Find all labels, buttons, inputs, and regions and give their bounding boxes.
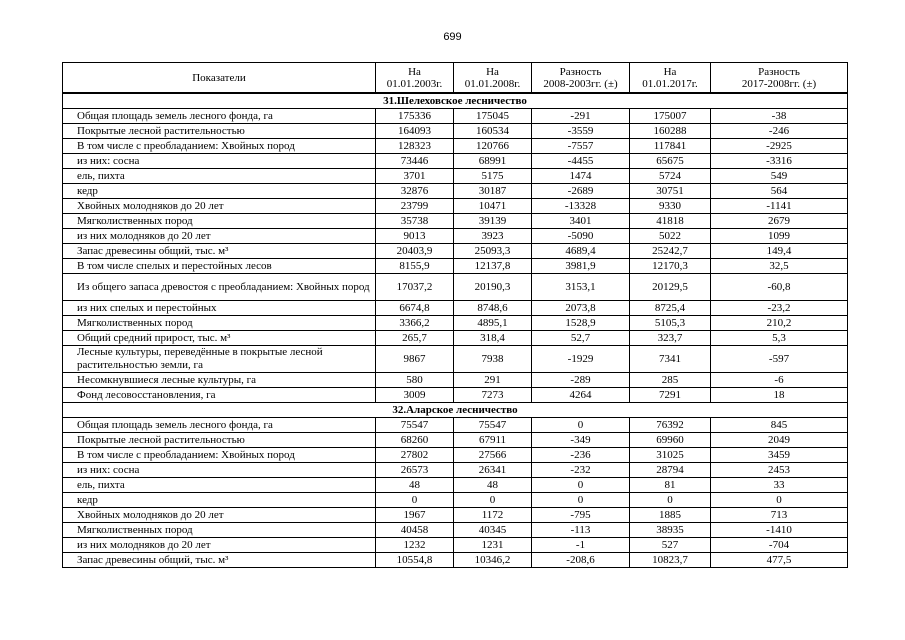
row-label: Общая площадь земель лесного фонда, га <box>63 418 376 433</box>
table-row <box>63 139 848 154</box>
table-cell: 26341 <box>454 463 532 478</box>
table-cell: 7341 <box>630 346 711 373</box>
table-cell: 477,5 <box>711 553 848 568</box>
table-body <box>63 93 848 568</box>
table-cell: 845 <box>711 418 848 433</box>
table-row <box>63 493 848 508</box>
row-label: Общий средний прирост, тыс. м³ <box>63 331 376 346</box>
table-cell: -2689 <box>532 184 630 199</box>
table-cell: 7291 <box>630 388 711 403</box>
row-label: Покрытые лесной растительностью <box>63 433 376 448</box>
table-cell: 1099 <box>711 229 848 244</box>
table-cell: -1410 <box>711 523 848 538</box>
table-cell: -795 <box>532 508 630 523</box>
table-cell: -236 <box>532 448 630 463</box>
table-cell: 81 <box>630 478 711 493</box>
table-cell: 1474 <box>532 169 630 184</box>
table-cell: 67911 <box>454 433 532 448</box>
page-number: 699 <box>443 31 462 43</box>
table-cell: 164093 <box>376 124 454 139</box>
table-cell: 25242,7 <box>630 244 711 259</box>
row-label: Несомкнувшиеся лесные культуры, га <box>63 373 376 388</box>
section-title: 31.Шелеховское лесничество <box>63 93 848 109</box>
header-diff-2008-2003 <box>532 63 630 94</box>
table-row <box>63 259 848 274</box>
table-cell: 9330 <box>630 199 711 214</box>
table-cell: 7938 <box>454 346 532 373</box>
table-cell: 713 <box>711 508 848 523</box>
table-row <box>63 418 848 433</box>
header-2017 <box>630 63 711 94</box>
table-cell: 12170,3 <box>630 259 711 274</box>
table-cell: 27802 <box>376 448 454 463</box>
row-label: из них молодняков до 20 лет <box>63 229 376 244</box>
table-cell: -60,8 <box>711 274 848 301</box>
header-diff-2008-2003-line2: 2008-2003гг. (±) <box>543 77 618 90</box>
table-cell: -13328 <box>532 199 630 214</box>
table-cell: 0 <box>532 418 630 433</box>
table-cell: 27566 <box>454 448 532 463</box>
row-label: Мягколиственных пород <box>63 523 376 538</box>
table-cell: 52,7 <box>532 331 630 346</box>
header-2003-line2: 01.01.2003г. <box>386 77 443 90</box>
header-2003 <box>376 63 454 94</box>
table-cell: -246 <box>711 124 848 139</box>
table-cell: -113 <box>532 523 630 538</box>
table-cell: 3009 <box>376 388 454 403</box>
table-cell: 65675 <box>630 154 711 169</box>
table-cell: 20190,3 <box>454 274 532 301</box>
table-cell: 175007 <box>630 109 711 124</box>
table-header <box>63 63 848 94</box>
table-cell: 5,3 <box>711 331 848 346</box>
table-row <box>63 523 848 538</box>
row-label: Мягколиственных пород <box>63 316 376 331</box>
table-cell: 1885 <box>630 508 711 523</box>
table-cell: 75547 <box>454 418 532 433</box>
table-cell: 30187 <box>454 184 532 199</box>
row-label: В том числе с преобладанием: Хвойных пород <box>63 139 376 154</box>
table-cell: 18 <box>711 388 848 403</box>
table-row <box>63 346 848 373</box>
table-cell: 6674,8 <box>376 301 454 316</box>
table-cell: -23,2 <box>711 301 848 316</box>
row-label: ель, пихта <box>63 169 376 184</box>
table-cell: 564 <box>711 184 848 199</box>
table-cell: 9867 <box>376 346 454 373</box>
table-row <box>63 316 848 331</box>
table-cell: 291 <box>454 373 532 388</box>
table-cell: 160288 <box>630 124 711 139</box>
table-cell: 5022 <box>630 229 711 244</box>
table-cell: 33 <box>711 478 848 493</box>
table-cell: 149,4 <box>711 244 848 259</box>
table-cell: 3153,1 <box>532 274 630 301</box>
row-label: Из общего запаса древостоя с преобладанием: Хвойных пород <box>63 274 376 301</box>
row-label: Лесные культуры, переведённые в покрытые лесной растительностью земли, га <box>63 346 376 373</box>
table-cell: -7557 <box>532 139 630 154</box>
table-cell: 1232 <box>376 538 454 553</box>
section-title: 32.Аларское лесничество <box>63 403 848 418</box>
row-label: Запас древесины общий, тыс. м³ <box>63 244 376 259</box>
table-cell: 32,5 <box>711 259 848 274</box>
table-cell: 35738 <box>376 214 454 229</box>
table-cell: 3401 <box>532 214 630 229</box>
table-cell: 10554,8 <box>376 553 454 568</box>
forest-fund-table <box>62 62 848 568</box>
header-2003-line1: На <box>408 65 421 78</box>
table-cell: -38 <box>711 109 848 124</box>
row-label: из них: сосна <box>63 463 376 478</box>
row-label: Фонд лесовосстановления, га <box>63 388 376 403</box>
table-cell: 7273 <box>454 388 532 403</box>
table-row <box>63 109 848 124</box>
table-cell: 32876 <box>376 184 454 199</box>
table-cell: 323,7 <box>630 331 711 346</box>
table-cell: 3981,9 <box>532 259 630 274</box>
table-cell: 2679 <box>711 214 848 229</box>
table-cell: 1172 <box>454 508 532 523</box>
table-cell: -1 <box>532 538 630 553</box>
header-2008-line2: 01.01.2008г. <box>464 77 521 90</box>
table-row <box>63 169 848 184</box>
table-cell: 0 <box>630 493 711 508</box>
table-cell: 4264 <box>532 388 630 403</box>
table-cell: 2453 <box>711 463 848 478</box>
table-cell: 5724 <box>630 169 711 184</box>
table-cell: 68991 <box>454 154 532 169</box>
row-label: кедр <box>63 493 376 508</box>
table-cell: 8155,9 <box>376 259 454 274</box>
row-label: В том числе спелых и перестойных лесов <box>63 259 376 274</box>
row-label: из них: сосна <box>63 154 376 169</box>
table-cell: 25093,3 <box>454 244 532 259</box>
table-cell: -208,6 <box>532 553 630 568</box>
table-cell: 160534 <box>454 124 532 139</box>
table-row <box>63 214 848 229</box>
table-cell: -1141 <box>711 199 848 214</box>
table-row <box>63 538 848 553</box>
table-cell: 1967 <box>376 508 454 523</box>
table-cell: 48 <box>454 478 532 493</box>
table-cell: 68260 <box>376 433 454 448</box>
table-row <box>63 184 848 199</box>
table-cell: 30751 <box>630 184 711 199</box>
table-cell: 10346,2 <box>454 553 532 568</box>
row-label: кедр <box>63 184 376 199</box>
table-cell: 5105,3 <box>630 316 711 331</box>
table-row <box>63 124 848 139</box>
table-cell: 9013 <box>376 229 454 244</box>
table-cell: 128323 <box>376 139 454 154</box>
table-cell: 40458 <box>376 523 454 538</box>
table-cell: -4455 <box>532 154 630 169</box>
table-cell: 3459 <box>711 448 848 463</box>
table-cell: -2925 <box>711 139 848 154</box>
table-cell: 117841 <box>630 139 711 154</box>
table-cell: 39139 <box>454 214 532 229</box>
table-cell: 38935 <box>630 523 711 538</box>
table-cell: 5175 <box>454 169 532 184</box>
table-cell: 17037,2 <box>376 274 454 301</box>
table-cell: 26573 <box>376 463 454 478</box>
table-row <box>63 388 848 403</box>
table-cell: 69960 <box>630 433 711 448</box>
table-cell: 0 <box>376 493 454 508</box>
table-cell: 3923 <box>454 229 532 244</box>
table-cell: 28794 <box>630 463 711 478</box>
section-header-row <box>63 93 848 109</box>
table-row <box>63 478 848 493</box>
table-cell: 2049 <box>711 433 848 448</box>
row-label: Хвойных молодняков до 20 лет <box>63 199 376 214</box>
table-cell: 1528,9 <box>532 316 630 331</box>
row-label: из них молодняков до 20 лет <box>63 538 376 553</box>
table-cell: 549 <box>711 169 848 184</box>
table-cell: 3366,2 <box>376 316 454 331</box>
table-cell: 20403,9 <box>376 244 454 259</box>
table-cell: -704 <box>711 538 848 553</box>
row-label: Мягколиственных пород <box>63 214 376 229</box>
table-cell: 73446 <box>376 154 454 169</box>
table-cell: 285 <box>630 373 711 388</box>
table-row <box>63 508 848 523</box>
table-cell: 75547 <box>376 418 454 433</box>
table-cell: 4689,4 <box>532 244 630 259</box>
table-cell: 8748,6 <box>454 301 532 316</box>
row-label: ель, пихта <box>63 478 376 493</box>
header-2008 <box>454 63 532 94</box>
header-2017-line2: 01.01.2017г. <box>642 77 698 90</box>
row-label: В том числе с преобладанием: Хвойных пород <box>63 448 376 463</box>
table-row <box>63 463 848 478</box>
header-diff-2017-2008 <box>711 63 848 94</box>
table-cell: -349 <box>532 433 630 448</box>
table-cell: -3316 <box>711 154 848 169</box>
table-cell: -5090 <box>532 229 630 244</box>
table-row <box>63 331 848 346</box>
table-cell: 0 <box>711 493 848 508</box>
header-indicator: Показатели <box>63 63 376 94</box>
table-cell: 31025 <box>630 448 711 463</box>
table-cell: -1929 <box>532 346 630 373</box>
row-label: Общая площадь земель лесного фонда, га <box>63 109 376 124</box>
table-cell: 0 <box>454 493 532 508</box>
table-row <box>63 274 848 301</box>
header-2017-line1: На <box>663 65 677 78</box>
table-cell: 0 <box>532 478 630 493</box>
table-cell: 175045 <box>454 109 532 124</box>
table-cell: 4895,1 <box>454 316 532 331</box>
table-cell: -6 <box>711 373 848 388</box>
table-cell: 120766 <box>454 139 532 154</box>
table-row <box>63 373 848 388</box>
table-cell: 8725,4 <box>630 301 711 316</box>
row-label: Хвойных молодняков до 20 лет <box>63 508 376 523</box>
header-2008-line1: На <box>486 65 499 78</box>
table-cell: 40345 <box>454 523 532 538</box>
table-row <box>63 553 848 568</box>
table-row <box>63 433 848 448</box>
table-cell: 175336 <box>376 109 454 124</box>
table-cell: 580 <box>376 373 454 388</box>
header-diff-2017-2008-line2: 2017-2008гг. (±) <box>741 77 817 90</box>
table-cell: 41818 <box>630 214 711 229</box>
table-cell: 3701 <box>376 169 454 184</box>
table-row <box>63 229 848 244</box>
table-cell: 2073,8 <box>532 301 630 316</box>
table-cell: -232 <box>532 463 630 478</box>
table-cell: 265,7 <box>376 331 454 346</box>
table-cell: 0 <box>532 493 630 508</box>
table-cell: 527 <box>630 538 711 553</box>
row-label: Покрытые лесной растительностью <box>63 124 376 139</box>
table-cell: -597 <box>711 346 848 373</box>
header-diff-2017-2008-line1: Разность <box>758 65 800 78</box>
row-label: Запас древесины общий, тыс. м³ <box>63 553 376 568</box>
table-cell: 1231 <box>454 538 532 553</box>
table-cell: 10471 <box>454 199 532 214</box>
table-cell: 76392 <box>630 418 711 433</box>
table-row <box>63 301 848 316</box>
header-diff-2008-2003-line1: Разность <box>559 65 602 78</box>
table-cell: -291 <box>532 109 630 124</box>
table-row <box>63 244 848 259</box>
table-row <box>63 448 848 463</box>
table-cell: 318,4 <box>454 331 532 346</box>
table-cell: 20129,5 <box>630 274 711 301</box>
table-row <box>63 154 848 169</box>
section-header-row <box>63 403 848 418</box>
table-cell: 210,2 <box>711 316 848 331</box>
table-cell: 10823,7 <box>630 553 711 568</box>
table-cell: 12137,8 <box>454 259 532 274</box>
table-cell: -3559 <box>532 124 630 139</box>
table-cell: 48 <box>376 478 454 493</box>
row-label: из них спелых и перестойных <box>63 301 376 316</box>
table-row <box>63 199 848 214</box>
table-cell: 23799 <box>376 199 454 214</box>
table-cell: -289 <box>532 373 630 388</box>
